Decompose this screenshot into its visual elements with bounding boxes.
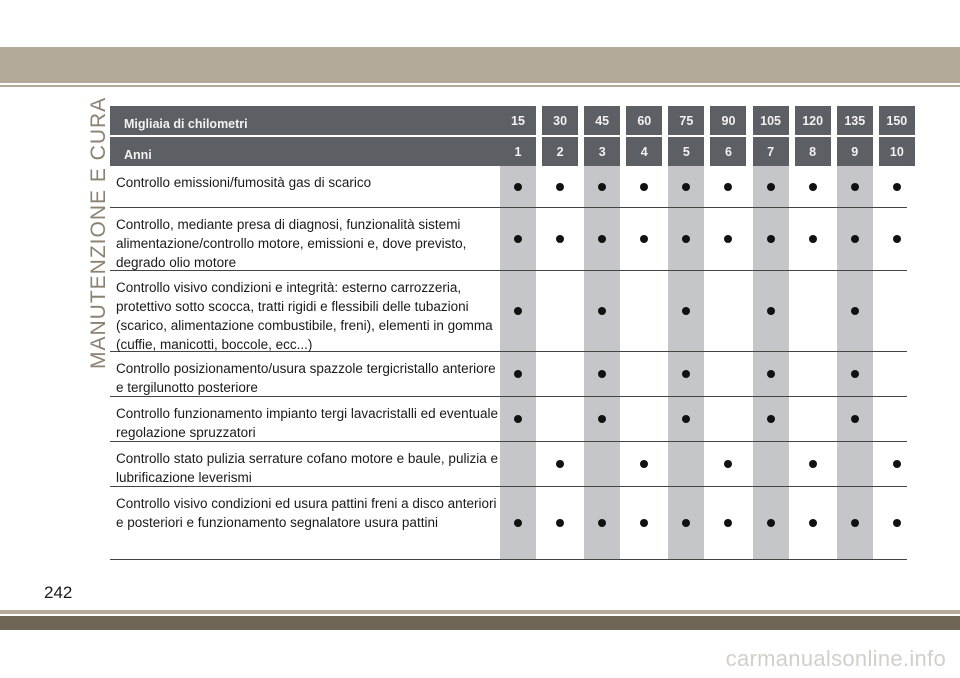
check-dot-icon [682,307,690,315]
interval-cell [879,442,915,486]
row-description: Controllo visivo condizioni ed usura pattini freni a disco anteriori e posteriori e funzionamento segnalatore usura pattini [116,496,497,530]
interval-cell [753,271,789,351]
interval-cell [500,397,536,441]
table-row [110,397,907,442]
interval-cell [668,208,704,270]
check-dot-icon [598,519,606,527]
interval-cell [626,208,662,270]
check-dot-icon [682,415,690,423]
km-header-cell-5: 90 [710,106,746,135]
year-header-cell-0: 1 [500,137,536,166]
years-header-row [110,137,907,166]
year-header-cell-2: 3 [584,137,620,166]
interval-cell [710,271,746,351]
check-dot-icon [682,183,690,191]
check-dot-icon [598,415,606,423]
interval-cell [668,442,704,486]
check-dot-icon [767,370,775,378]
check-dot-icon [767,183,775,191]
interval-cell [626,271,662,351]
year-header-cell-4: 5 [668,137,704,166]
interval-cell [795,442,831,486]
section-title: MANUTENZIONE E CURA [87,96,110,369]
table-row [110,166,907,208]
km-header-cell-7: 120 [795,106,831,135]
interval-cell [500,352,536,396]
check-dot-icon [851,519,859,527]
interval-cell [584,442,620,486]
year-header-cell-3: 4 [626,137,662,166]
table-row [110,487,907,560]
check-dot-icon [556,183,564,191]
interval-cell [542,487,578,559]
row-description: Controllo stato pulizia serrature cofano motore e baule, pulizia e lubrificazione leverismi [116,451,498,485]
km-header-cell-4: 75 [668,106,704,135]
interval-cell [795,352,831,396]
check-dot-icon [598,183,606,191]
interval-cell [542,397,578,441]
check-dot-icon [640,183,648,191]
interval-cell [879,271,915,351]
check-dot-icon [682,519,690,527]
interval-cell [753,166,789,207]
check-dot-icon [514,370,522,378]
interval-cell [584,166,620,207]
table-row [110,271,907,352]
interval-cell [626,352,662,396]
watermark: carmanualsonline.info [725,646,946,671]
km-header-cell-8: 135 [837,106,873,135]
year-header-cell-5: 6 [710,137,746,166]
interval-cell [710,208,746,270]
interval-cell [837,397,873,441]
check-dot-icon [724,519,732,527]
year-header-cell-7: 8 [795,137,831,166]
table-row [110,208,907,271]
check-dot-icon [640,235,648,243]
interval-cell [795,271,831,351]
interval-cell [710,397,746,441]
interval-cell [753,442,789,486]
years-header-label: Anni [110,137,500,166]
check-dot-icon [851,235,859,243]
footer-band [0,616,960,630]
check-dot-icon [893,235,901,243]
check-dot-icon [851,183,859,191]
interval-cell [500,166,536,207]
interval-cell [795,208,831,270]
check-dot-icon [598,370,606,378]
year-header-cell-1: 2 [542,137,578,166]
check-dot-icon [724,235,732,243]
header-rule [0,85,960,87]
interval-cell [542,271,578,351]
table-row [110,352,907,397]
interval-cell [710,166,746,207]
interval-cell [837,271,873,351]
interval-cell [753,397,789,441]
interval-cell [879,487,915,559]
km-header-cell-9: 150 [879,106,915,135]
check-dot-icon [640,460,648,468]
check-dot-icon [598,307,606,315]
check-dot-icon [556,519,564,527]
interval-cell [668,352,704,396]
interval-cell [879,166,915,207]
check-dot-icon [893,519,901,527]
interval-cell [584,352,620,396]
interval-cell [837,208,873,270]
interval-cell [542,166,578,207]
check-dot-icon [767,235,775,243]
check-dot-icon [514,519,522,527]
footer-rule [0,610,960,614]
page-number: 242 [44,583,73,602]
interval-cell [710,487,746,559]
interval-cell [753,487,789,559]
table-row [110,442,907,487]
km-header-row [110,106,907,137]
row-description: Controllo posizionamento/usura spazzole tergicristallo anteriore e tergilunotto posteriore [116,361,496,395]
check-dot-icon [724,183,732,191]
interval-cell [542,442,578,486]
interval-cell [584,397,620,441]
check-dot-icon [809,519,817,527]
maintenance-table [110,106,907,560]
check-dot-icon [767,519,775,527]
interval-cell [837,166,873,207]
year-header-cell-8: 9 [837,137,873,166]
km-header-cell-6: 105 [753,106,789,135]
check-dot-icon [514,183,522,191]
check-dot-icon [556,235,564,243]
interval-cell [837,487,873,559]
interval-cell [710,352,746,396]
km-header-cell-1: 30 [542,106,578,135]
check-dot-icon [556,460,564,468]
row-description: Controllo, mediante presa di diagnosi, funzionalità sistemi alimentazione/controllo motore, emissioni e, dove previsto, degrado olio motore [116,217,467,270]
interval-cell [795,166,831,207]
check-dot-icon [851,307,859,315]
interval-cell [584,208,620,270]
row-description: Controllo emissioni/fumosità gas di scarico [116,175,372,190]
check-dot-icon [809,460,817,468]
interval-cell [626,487,662,559]
interval-cell [668,166,704,207]
check-dot-icon [809,235,817,243]
interval-cell [668,487,704,559]
check-dot-icon [809,183,817,191]
interval-cell [753,352,789,396]
interval-cell [795,487,831,559]
interval-cell [626,397,662,441]
check-dot-icon [598,235,606,243]
check-dot-icon [767,307,775,315]
interval-cell [879,208,915,270]
interval-cell [584,487,620,559]
interval-cell [753,208,789,270]
check-dot-icon [767,415,775,423]
interval-cell [500,271,536,351]
check-dot-icon [514,307,522,315]
interval-cell [668,397,704,441]
interval-cell [837,442,873,486]
km-header-cell-0: 15 [500,106,536,135]
check-dot-icon [851,370,859,378]
interval-cell [584,271,620,351]
check-dot-icon [640,519,648,527]
km-header-cell-3: 60 [626,106,662,135]
year-header-cell-9: 10 [879,137,915,166]
interval-cell [500,208,536,270]
check-dot-icon [851,415,859,423]
interval-cell [668,271,704,351]
check-dot-icon [682,235,690,243]
check-dot-icon [682,370,690,378]
interval-cell [500,487,536,559]
check-dot-icon [724,460,732,468]
row-description: Controllo visivo condizioni e integrità: esterno carrozzeria, protettivo sotto scocca, tratti rigidi e flessibili delle tubazioni (scarico, alimentazione combustibile, freni), elementi in gomma (cuffie, manicotti, boccole, ecc...) [116,280,493,352]
interval-cell [500,442,536,486]
year-header-cell-6: 7 [753,137,789,166]
interval-cell [879,352,915,396]
interval-cell [837,352,873,396]
check-dot-icon [893,460,901,468]
check-dot-icon [893,183,901,191]
km-header-label: Migliaia di chilometri [110,106,500,135]
interval-cell [795,397,831,441]
interval-cell [626,166,662,207]
interval-cell [879,397,915,441]
check-dot-icon [514,415,522,423]
km-header-cell-2: 45 [584,106,620,135]
header-band [0,47,960,83]
interval-cell [710,442,746,486]
interval-cell [542,208,578,270]
interval-cell [626,442,662,486]
row-description: Controllo funzionamento impianto tergi lavacristalli ed eventuale regolazione spruzzatori [116,406,498,440]
interval-cell [542,352,578,396]
check-dot-icon [514,235,522,243]
